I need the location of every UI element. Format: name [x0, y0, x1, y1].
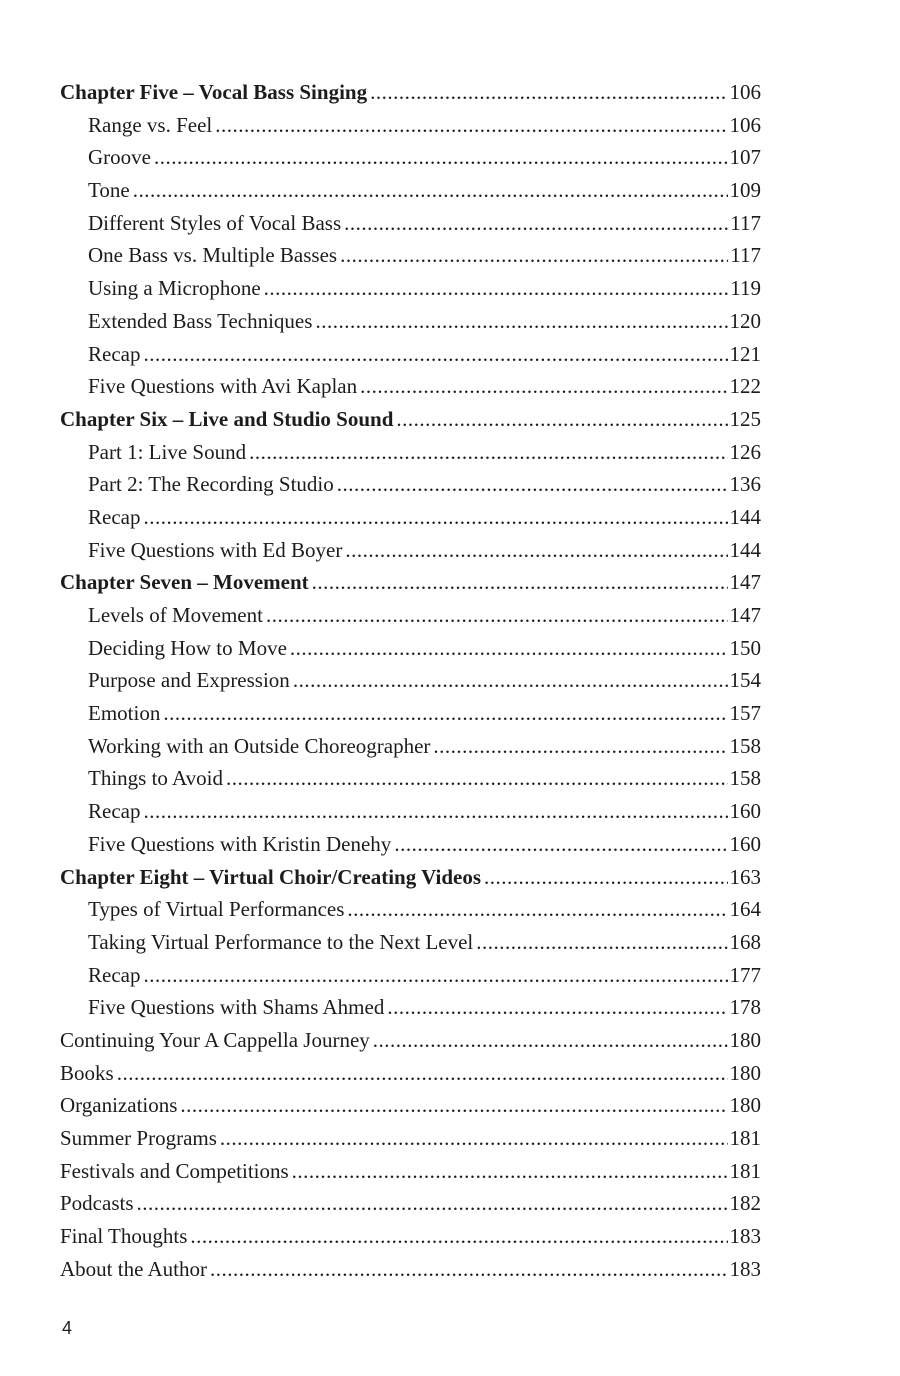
toc-entry-title: Continuing Your A Cappella Journey — [60, 1027, 370, 1052]
toc-entry-books[interactable] — [60, 1057, 761, 1090]
page-number: 4 — [62, 1318, 73, 1338]
toc-entry-page: 106 — [729, 112, 761, 137]
toc-entry[interactable] — [60, 534, 761, 567]
dot-leader — [396, 403, 727, 436]
toc-entry-page: 106 — [729, 80, 761, 104]
dot-leader — [394, 828, 727, 861]
dot-leader — [137, 1187, 728, 1220]
toc-entry-final-thoughts[interactable] — [60, 1220, 761, 1253]
toc-entry-title: Books — [60, 1060, 114, 1085]
toc-entry-title: Chapter Seven – Movement — [60, 570, 309, 595]
dot-leader — [143, 338, 727, 371]
toc-entry-chapter-five[interactable] — [60, 76, 761, 109]
toc-entry-page: 126 — [729, 439, 761, 464]
toc-entry-title: Final Thoughts — [60, 1224, 188, 1249]
toc-entry-page: 181 — [729, 1126, 761, 1150]
toc-entry-page: 109 — [729, 178, 761, 203]
toc-entry-title: Deciding How to Move — [88, 635, 287, 660]
dot-leader — [387, 991, 727, 1024]
toc-entry-title: Levels of Movement — [88, 603, 263, 627]
toc-entry-page: 122 — [729, 374, 761, 399]
dot-leader — [163, 697, 727, 730]
toc-entry[interactable] — [60, 436, 761, 469]
dot-leader — [266, 599, 728, 632]
dot-leader — [226, 762, 728, 795]
toc-entry-page: 157 — [729, 701, 761, 726]
toc-entry-title: Chapter Eight – Virtual Choir/Creating Videos — [60, 864, 481, 889]
toc-entry[interactable] — [60, 239, 761, 272]
toc-entry-page: 168 — [729, 929, 761, 954]
dot-leader — [264, 272, 729, 305]
dot-leader — [190, 1220, 727, 1253]
toc-entry[interactable] — [60, 828, 761, 861]
toc-entry-festivals[interactable] — [60, 1155, 761, 1188]
toc-entry-title: Using a Microphone — [88, 276, 261, 301]
toc-entry-title: Five Questions with Avi Kaplan — [88, 374, 358, 399]
dot-leader — [373, 1024, 728, 1057]
toc-entry-title: Purpose and Expression — [88, 668, 290, 693]
dot-leader — [220, 1122, 728, 1155]
toc-entry-title: Emotion — [88, 701, 161, 726]
toc-entry-organizations[interactable] — [60, 1089, 761, 1122]
toc-entry-page: 158 — [729, 733, 761, 758]
dot-leader — [312, 566, 728, 599]
dot-leader — [143, 959, 727, 992]
toc-entry-title: Five Questions with Kristin Denehy — [88, 831, 392, 856]
toc-entry-page: 125 — [729, 406, 761, 431]
dot-leader — [344, 207, 728, 240]
toc-entry-title: Working with an Outside Choreographer — [88, 733, 431, 758]
toc-entry-page: 158 — [729, 766, 761, 791]
toc-entry-page: 181 — [729, 1158, 761, 1183]
dot-leader — [143, 501, 727, 534]
toc-entry[interactable] — [60, 305, 761, 338]
toc-entry-title: Recap — [88, 504, 141, 529]
toc-entry-page: 120 — [729, 308, 761, 333]
toc-entry[interactable] — [60, 959, 761, 992]
dot-leader — [484, 861, 728, 894]
toc-entry-page: 147 — [729, 570, 761, 595]
toc-entry-page: 163 — [729, 864, 761, 889]
toc-entry-page: 119 — [730, 276, 761, 301]
dot-leader — [180, 1089, 727, 1122]
toc-entry[interactable] — [60, 599, 761, 632]
toc-entry-page: 117 — [730, 243, 761, 268]
toc-entry-continuing-journey[interactable] — [60, 1024, 761, 1057]
table-of-contents — [60, 76, 761, 1285]
toc-entry[interactable] — [60, 991, 761, 1024]
toc-entry[interactable] — [60, 926, 761, 959]
toc-entry[interactable] — [60, 109, 761, 142]
dot-leader — [143, 795, 727, 828]
toc-entry[interactable] — [60, 762, 761, 795]
toc-entry-title: Five Questions with Ed Boyer — [88, 537, 343, 562]
toc-entry[interactable] — [60, 338, 761, 371]
toc-entry-page: 183 — [729, 1256, 761, 1281]
toc-entry-chapter-seven[interactable] — [60, 566, 761, 599]
dot-leader — [133, 174, 728, 207]
toc-entry[interactable] — [60, 141, 761, 174]
toc-entry-title: Groove — [88, 145, 151, 170]
toc-entry-title: One Bass vs. Multiple Basses — [88, 243, 338, 268]
dot-leader — [215, 109, 727, 142]
dot-leader — [292, 1155, 728, 1188]
toc-entry-title: Extended Bass Techniques — [88, 308, 313, 333]
toc-entry-page: 150 — [729, 635, 761, 660]
toc-entry-title: Chapter Six – Live and Studio Sound — [60, 406, 394, 431]
toc-entry-title: Recap — [88, 799, 141, 824]
toc-entry-title: Recap — [88, 341, 141, 366]
toc-entry-about-author[interactable] — [60, 1253, 761, 1286]
dot-leader — [370, 76, 727, 109]
toc-entry-page: 177 — [729, 962, 761, 987]
toc-entry-podcasts[interactable] — [60, 1187, 761, 1220]
toc-entry-title: Things to Avoid — [88, 766, 223, 791]
toc-entry-title: Festivals and Competitions — [60, 1158, 289, 1183]
toc-entry[interactable] — [60, 501, 761, 534]
toc-entry[interactable] — [60, 697, 761, 730]
toc-entry-page: 121 — [729, 341, 761, 366]
toc-entry-page: 182 — [729, 1191, 761, 1216]
dot-leader — [117, 1057, 728, 1090]
toc-entry[interactable] — [60, 174, 761, 207]
toc-entry-chapter-six[interactable] — [60, 403, 761, 436]
toc-entry-title: Tone — [88, 178, 130, 203]
toc-entry-title: Summer Programs — [60, 1126, 217, 1150]
toc-entry-title: Recap — [88, 962, 141, 987]
dot-leader — [347, 893, 727, 926]
dot-leader — [337, 468, 728, 501]
toc-entry-title: Part 1: Live Sound — [88, 439, 247, 464]
dot-leader — [290, 632, 728, 665]
toc-entry-title: Chapter Five – Vocal Bass Singing — [60, 80, 368, 104]
toc-entry[interactable] — [60, 207, 761, 240]
toc-entry-page: 180 — [729, 1027, 761, 1052]
toc-entry-page: 180 — [729, 1093, 761, 1118]
dot-leader — [249, 436, 727, 469]
toc-entry[interactable] — [60, 632, 761, 665]
toc-entry-page: 178 — [729, 995, 761, 1020]
dot-leader — [293, 664, 728, 697]
toc-entry[interactable] — [60, 730, 761, 763]
toc-entry[interactable] — [60, 272, 761, 305]
toc-entry-title: Different Styles of Vocal Bass — [88, 210, 342, 235]
dot-leader — [210, 1253, 728, 1286]
toc-entry-page: 144 — [729, 504, 761, 529]
dot-leader — [154, 141, 728, 174]
dot-leader — [315, 305, 727, 338]
toc-entry-page: 164 — [729, 897, 761, 922]
toc-entry-page: 160 — [729, 831, 761, 856]
toc-entry-page: 183 — [729, 1224, 761, 1249]
toc-entry-title: Organizations — [60, 1093, 178, 1118]
dot-leader — [360, 370, 727, 403]
toc-entry[interactable] — [60, 664, 761, 697]
toc-entry-summer-programs[interactable] — [60, 1122, 761, 1155]
toc-entry-page: 107 — [729, 145, 761, 170]
dot-leader — [433, 730, 727, 763]
toc-entry-page: 117 — [730, 210, 761, 235]
dot-leader — [340, 239, 728, 272]
toc-entry-title: Taking Virtual Performance to the Next Level — [88, 929, 474, 954]
toc-entry-title: Range vs. Feel — [88, 112, 213, 137]
toc-entry-page: 136 — [729, 472, 761, 497]
toc-entry-page: 180 — [729, 1060, 761, 1085]
toc-entry-page: 147 — [729, 603, 761, 627]
toc-entry-page: 144 — [729, 537, 761, 562]
dot-leader — [476, 926, 727, 959]
toc-entry-title: Part 2: The Recording Studio — [88, 472, 334, 497]
toc-entry[interactable] — [60, 370, 761, 403]
toc-entry-chapter-eight[interactable] — [60, 861, 761, 894]
toc-entry-page: 154 — [729, 668, 761, 693]
toc-entry[interactable] — [60, 893, 761, 926]
toc-entry-title: Five Questions with Shams Ahmed — [88, 995, 385, 1020]
dot-leader — [345, 534, 727, 567]
toc-entry-title: Podcasts — [60, 1191, 134, 1216]
toc-entry-title: About the Author — [60, 1256, 207, 1281]
toc-entry[interactable] — [60, 468, 761, 501]
toc-entry-title: Types of Virtual Performances — [88, 897, 345, 922]
toc-entry[interactable] — [60, 795, 761, 828]
toc-entry-page: 160 — [729, 799, 761, 824]
